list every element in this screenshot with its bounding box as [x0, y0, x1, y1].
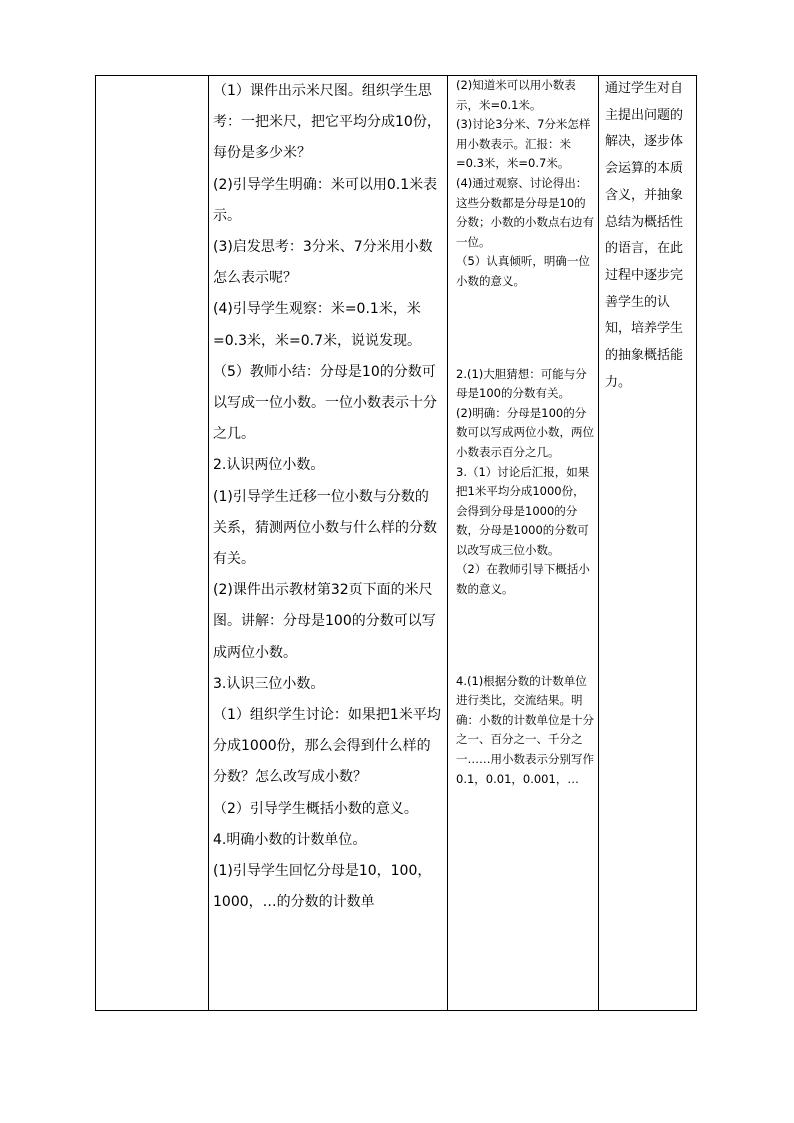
spacer — [448, 292, 598, 365]
design-intent-text: 通过学生对自主提出问题的解决，逐步体会运算的本质含义，并抽象总结为概括性的语言，在此过程中逐步完善学生的认知，培养学生的抽象概括能力。 — [605, 81, 684, 390]
student-step-6: (2)明确：分母是100的分数可以写成两位小数，两位小数表示百分之几。 — [456, 405, 594, 459]
teacher-activity-cell — [209, 76, 448, 1011]
teacher-step-2: (2)引导学生明确：米可以用0.1米表示。 — [213, 176, 438, 224]
teacher-heading-two-digit: 2.认识两位小数。 — [213, 457, 325, 474]
student-activity-cell — [448, 76, 599, 1011]
table-row — [96, 76, 697, 1011]
teacher-heading-three-digit: 3.认识三位小数。 — [213, 675, 325, 692]
student-step-2: (3)讨论3分米、7分米怎样用小数表示。汇报：米=0.3米，米=0.7米。 — [456, 117, 591, 171]
spacer — [448, 600, 598, 672]
student-step-5: 2.(1)大胆猜想：可能与分母是100的分数有关。 — [456, 366, 587, 401]
teacher-step-8: （1）组织学生讨论：如果把1米平均分成1000份，那么会得到什么样的分数？怎么改写成小数？ — [213, 707, 441, 786]
teacher-step-3: (3)启发思考：3分米、7分米用小数怎么表示呢？ — [213, 239, 433, 287]
stage-column-cell — [96, 76, 209, 1011]
teacher-step-1: （1）课件出示米尺图。组织学生思考：一把米尺，把它平均分成10份，每份是多少米？ — [213, 83, 441, 162]
design-intent-cell — [599, 76, 697, 1011]
student-step-9: 4.(1)根据分数的计数单位进行类比，交流结果。明确：小数的计数单位是十分之一、百分之一、千分之一……用小数表示分别写作0.1，0.01，0.001，… — [456, 673, 594, 786]
teacher-step-10: (1)引导学生回忆分母是10，100，1000，…的分数的计数单 — [213, 863, 432, 911]
lesson-plan-table — [95, 75, 697, 1011]
teacher-step-6: (1)引导学生迁移一位小数与分数的关系，猜测两位小数与什么样的分数有关。 — [213, 488, 437, 568]
teacher-step-9: （2）引导学生概括小数的意义。 — [213, 800, 418, 817]
student-step-8: （2）在教师引导下概括小数的意义。 — [456, 562, 590, 597]
student-step-1: (2)知道米可以用小数表示，米=0.1米。 — [456, 78, 576, 112]
teacher-step-5: （5）教师小结：分母是10的分数可以写成一位小数。一位小数表示十分之几。 — [213, 363, 437, 443]
student-step-7: 3.（1）讨论后汇报，如果把1米平均分成1000份，会得到分母是1000的分数，分母是1000的分数可以改写成三位小数。 — [456, 464, 590, 557]
teacher-step-7: (2)课件出示教材第32页下面的米尺图。讲解：分母是100的分数可以写成两位小数。 — [213, 582, 436, 661]
teacher-step-4: (4)引导学生观察：米=0.1米，米=0.3米，米=0.7米，说说发现。 — [213, 301, 421, 349]
teacher-heading-counting-unit: 4.明确小数的计数单位。 — [213, 831, 367, 848]
student-step-3: (4)通过观察、讨论得出：这些分数都是分母是10的分数；小数的小数点右边有一位。 — [456, 175, 594, 249]
student-step-4: （5）认真倾听，明确一位小数的意义。 — [456, 254, 590, 288]
